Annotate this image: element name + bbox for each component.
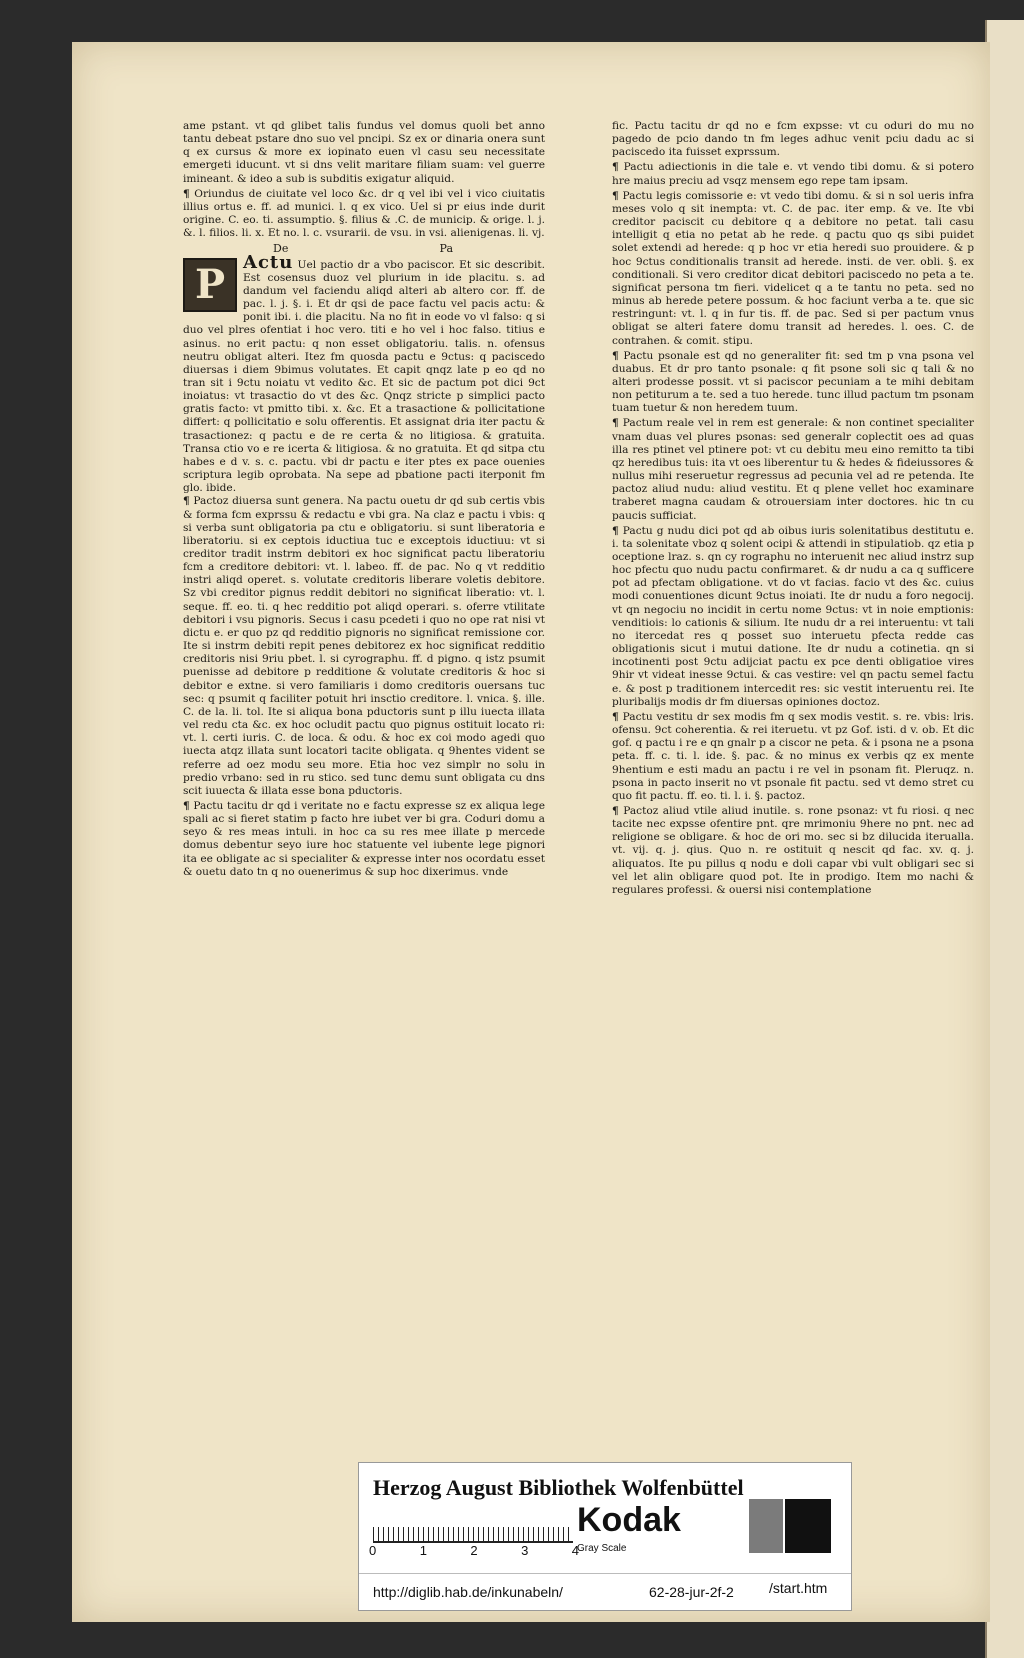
paragraph <box>612 525 974 709</box>
paragraph <box>612 161 974 187</box>
paragraph-text: Pactu psonale est qd no generaliter fit: sed tm p vna psona vel duabus. Et dr pro tanto psonale: q fit psone soli sic q tali & no alteri prodesse possit. vt si paciscor pecuniam a te mihi debitam non petiturum a te. sed a tuo herede. tunc illud pactum tm psonam tuam tuetur & non heredem tuum. <box>612 349 974 415</box>
pilcrow-icon: ¶ <box>612 349 619 362</box>
paragraph-text: Pactoz diuersa sunt genera. Na pactu ouetu dr qd sub certis vbis & forma fcm exprssu & redactu e vbi gra. Na claz e pactu i vbis: q si verba sunt obligatoria pa ctu e obligatoriu. si sunt liberatoria e liberatoriu. si ex ceptois iductiua tuc e exceptois iductiuu: vt si creditor tradit instrm debitori ex hoc significat pactu liberatoriu fcm a creditore debitori: vt. l. labeo. ff. de pac. No q vt redditio instri aliqd operet. s. volutate creditoris liberare voletis debitore. Sz vbi creditor pignus reddit debitori no significat liberatio: vt. l. seque. ff. eo. ti. q hec redditio pot aliqd operari. s. oferre vtilitate debitori i vsu pignoris. Secus i casu pcedeti i quo no ope rat nisi vt dictu e. er quo pz qd redditio pignoris no significat remissione cor. Ite si instrm debiti repit penes debitorez ex hoc significat redditio creditoris nisi 9riu pbet. l. si cyrographu. ff. d pigno. q istz psumit puenisse ad debitore p redditione & volutate creditoris & hoc si debitor e extne. si vero familiaris i domo creditoris ouersans tuc sec: q psumit q faciliter potuit hri insctio creditore. l. vnica. §. ille. C. de la. li. tol. Ite si aliqua bona pductoris sunt p illu iuecta illata vel redu cta &c. ex hoc ocludit pactu quo pignus ostituit locato ri: vt. l. certi iuris. C. de loca. & odu. & hoc ex coi modo agedi quo iuecta atqz illata sunt locatori tacite obligata. q 9hentes vident se referre ad oez modu seu more. Etia hoc vez simplr no solu in predio vrbano: sed in ru stico. sed tunc demu sunt obligata cu dns scit iuuecta & illata esse bona pductoris. <box>183 495 545 797</box>
library-title: Herzog August Bibliothek Wolfenbüttel <box>373 1475 744 1500</box>
gray-scale-label: Gray Scale <box>577 1543 627 1554</box>
paragraph-text: Uel pactio dr a vbo paciscor. Et sic describit. Est cosensus duoz vel plurium in ide placitu. s. ad dandum vel faciendu aliqd alteri ab altero cor. ff. de pac. l. j. §. i. Et dr qsi de pace factu vel pacis actu: & ponit ibi. i. die placitu. Na no fit in eode vo vl falso: q si duo vel plres ofentiat i hoc vero. titi e ho vel i hoc falso. titius e asinus. no erit pactu: q non esset obligatoriu. talis. n. ofensus neutru obligat alteri. Itez fm quosda pactu e 9ctus: q paciscedo diuersas i diem 9bimus volutates. Et capit qnqz late p eo qd no tran sit i 9ctu noiatu vt vedito &c. Et sic de pactum pot dici 9ct inoiatus: vt trasactio do vt des &c. Qnqz stricte p simplici pacto gratis facto: vt pmitto tibi. x. &c. Et a trasactione & pollicitatione differt: q pollicitatio e solu offerentis. Et assignat dria iter pactu & trasactionez: q pactu e de re certa & no litigiosa. & gratuita. Transa ctio vo e re icerta & litigiosa. & no gratuita. Et qd sitpa ctu habes e d v. s. c. pactu. vbi dr pactu e iter ptes ex pace ouenies scriptura legib oprobata. Na sepe ad pbatione pacti iterponit fm glo. ibide. <box>183 258 546 495</box>
ruler-number: 1 <box>419 1543 427 1558</box>
paragraph <box>612 417 974 522</box>
paragraph: ame pstant. vt qd glibet talis fundus vel domus quoli bet anno tantu debeat pstare dno suo vel pncipi. Sz ex or dinaria onera sunt q ex cursus & more ex iopinato euen vl casu seu necessitate emergeti iducunt. vt si dns velit maritare filiam suam: vel guerre imineant. & ideo a sub is subditis exigatur aliquid. <box>183 120 545 185</box>
paragraph <box>612 805 974 897</box>
start-link[interactable]: /start.htm <box>769 1580 828 1596</box>
paragraph <box>183 800 545 879</box>
pilcrow-icon: ¶ <box>612 710 619 723</box>
ruler-number: 4 <box>571 1543 579 1558</box>
paragraph-text: Pactum reale vel in rem est generale: & non continet specialiter vnam duas vel plures psonas: sed generalr coplectit oes ad quas illa res ptinet vel ptinere pot: vt cu debitu meu eino remitto ta tibi qz heredibus tuis: ita vt oes liberentur tu & hedes & fideiussores & nullus mihi reseruetur regressus ad pecunia vel ad re petenda. Ite pactoz aliud nudu: aliud vestitu. Et q plene vellet hoc examinare traberet magna caudam & otrouersiam inter doctores. hic tn cu paucis sufficiat. <box>612 417 974 522</box>
pilcrow-icon: ¶ <box>183 187 190 200</box>
decorated-paragraph <box>183 251 546 496</box>
left-text-column <box>183 120 545 881</box>
decorated-initial-icon: P <box>183 258 237 312</box>
paragraph-text: Pactu tacitu dr qd i veritate no e factu expresse sz ex aliqua lege spali ac si fieret statim p facto hre iubet ver bi gra. Coduri domu a seyo & res meas intuli. in hoc ca su res mee illate p mercede domus debentur seyo iure hoc statuente vel iubente lege pignori ita ee obligate ac si specialiter & expresse inter nos ocordatu esset & ouetu dato tn q no ouenerimus & sup hoc dixerimus. vnde <box>183 799 545 878</box>
paragraph <box>183 495 545 798</box>
pilcrow-icon: ¶ <box>612 189 619 202</box>
color-target-card <box>358 1462 852 1611</box>
paragraph-text: Pactu g nudu dici pot qd ab oibus iuris solenitatibus destitutu e. i. ta solenitate vboz q solent ocipi & attendi in stipulatiob. qz etia p oceptione lraz. s. qn cy rographu no interuenit nec aliud instrz sup hoc pfectu quo nudu pactu confirmaret. & dr nudu a ca q sufficere pot ad pfectam obligatione. vt do vt facias. facio vt des &c. cuius modi conuentiones dicunt 9ctus inoiati. Ite dr nudu a foro negocij. vt qn negociu no incidit in certu nome 9ctus: vt in noie emptionis: venditiois: lo cationis & silium. Ite nudu dr a rei interuentu: vt tali no itercedat res q posset suo interuetu pfecta redde cas obligationis sicut i mutui datione. Ite dr nudu a cotinetia. qn si incotinenti post 9ctu adijciat pactu ex pce denti obligatioe vires 9hir vt videat inesse 9ctui. & cas vestire: vel qn pactu semel factu e. & post p traditionem intercedit res: sic vestit interuentu rei. Ite pluribalijs modis dr fm diuersas opiniones doctoz. <box>612 524 974 708</box>
pilcrow-icon: ¶ <box>612 804 619 817</box>
ruler-number: 3 <box>521 1543 529 1558</box>
card-footer <box>359 1573 851 1610</box>
ruler-number: 2 <box>470 1543 478 1558</box>
call-number: 62-28-jur-2f-2 <box>649 1584 734 1600</box>
paragraph: fic. Pactu tacitu dr qd no e fcm expsse: vt cu oduri do mu no pagedo de pcio dando tn fm leges adhuc venit pciu dadu ac si paciscedo ita fuisset exprssum. <box>612 120 974 159</box>
gray-swatch <box>749 1499 783 1553</box>
paragraph <box>612 190 974 348</box>
heading-right: Pa <box>439 242 453 256</box>
ruler-scale <box>373 1515 573 1543</box>
library-url-link[interactable]: http://diglib.hab.de/inkunabeln/ <box>373 1584 563 1600</box>
kodak-logo: Kodak <box>577 1501 681 1539</box>
paragraph-text: Pactoz aliud vtile aliud inutile. s. rone psonaz: vt fu riosi. q nec tacite nec expsse ofentire pnt. qre mrimoniu 9here no pnt. nec ad religione se obligare. & hoc de ori mo. sec si bz dilucida iterualla. vt. vij. q. j. qius. Quo n. re ostituit q nescit qd fac. xv. q. j. aliquatos. Ite pu pillus q nodu e doli capar vbi vult obligari sec si vel let alin obligare quod pot. Ite in prodigo. Item mo nachi & regulares professi. & ouersi nisi contemplatione <box>612 804 975 896</box>
paragraph <box>183 188 545 241</box>
paragraph-text: Oriundus de ciuitate vel loco &c. dr q vel ibi vel i vico ciuitatis illius ortus e. ff. ad munici. l. q ex vico. Uel si pr eius inde durit origine. C. eo. ti. assumptio. §. filius & .C. de municip. & orige. l. j. &. l. filios. li. x. Et no. l. c. vsurarii. de vsu. in vsi. alienigenas. li. vj. <box>183 187 545 240</box>
heading-left: De <box>273 242 289 256</box>
ruler-number: 0 <box>369 1543 377 1558</box>
pilcrow-icon: ¶ <box>612 417 619 430</box>
initial-word: Actu <box>243 251 294 273</box>
paragraph-text: Pactu legis comissorie e: vt vedo tibi domu. & si n sol ueris infra meses volo q sit inempta: vt. C. de pac. iter emp. & ve. Ite vbi creditor paciscit cu debitore q a debitore no petat. tali casu intelligit q etia no petat ab he rede. q pactu quo qs sibi puidet solet extendi ad herede: q p hoc vr etia heredi suo prouidere. & p hoc 9ctus conditionalis transit ad herede. insti. de ver. obli. §. ex conditionali. Si vero creditor dicat debitori paciscedo no peta a te. significat persona tm fieri. videlicet q a te tantu no peta. sed no minus ab herede petere possum. & hoc faciunt verba a te. que sic restringunt: vt. l. q in fur tis. ff. de pac. Sed si per pactum vnus obligat se alteri fatere domu transit ad heredes. l. oes. C. de contrahen. & comit. stipu. <box>612 189 974 347</box>
pilcrow-icon: ¶ <box>183 799 190 812</box>
pilcrow-icon: ¶ <box>612 524 619 537</box>
section-heading <box>273 242 453 255</box>
next-leaf-edge <box>985 20 1024 1658</box>
paragraph <box>612 350 974 416</box>
paragraph-text: Pactu vestitu dr sex modis fm q sex modis vestit. s. re. vbis: lris. ofensu. 9ct coherentia. & rei iteruetu. vt pz Gof. isti. d v. ob. Et dic gof. q pactu i re e qn gnalr p a ciscor ne peta. & i psona ne a psona peta. ff. c. ti. l. ide. §. pac. & no minus ex verbis qz ex mente 9hentium e esti madu an pactu i re vel in psonam fit. Pleruqz. n. psona in pacto inserit no vt psonale fit pactu. sed vt demo stret cu quo fit pactu. ff. eo. ti. l. i. §. pactoz. <box>612 710 974 802</box>
pilcrow-icon: ¶ <box>612 161 619 174</box>
ruler-numbers <box>369 1543 579 1558</box>
right-text-column <box>612 120 974 899</box>
black-swatch <box>785 1499 831 1553</box>
paragraph <box>612 711 974 803</box>
pilcrow-icon: ¶ <box>183 495 190 508</box>
paragraph-text: Pactu adiectionis in die tale e. vt vendo tibi domu. & si potero hre maius preciu ad vsqz mensem ego repe tam ipsam. <box>612 161 974 187</box>
